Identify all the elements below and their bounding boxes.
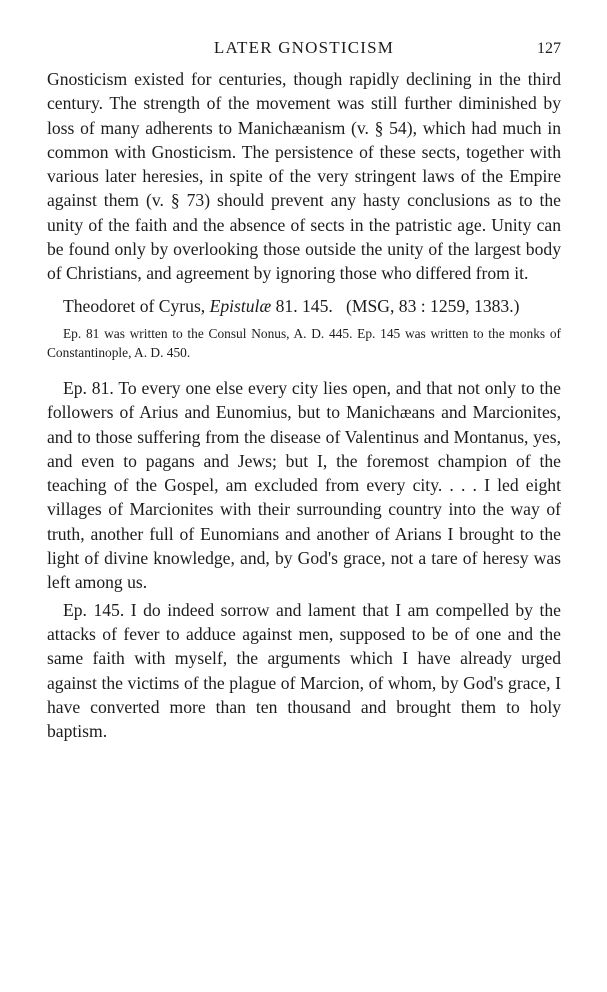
- running-title: LATER GNOSTICISM: [213, 38, 395, 57]
- source-work: Epistulæ: [209, 295, 272, 316]
- source-citation: (MSG, 83 : 1259, 1383.): [345, 295, 520, 316]
- running-head: [47, 36, 561, 62]
- source-refs: 81. 145.: [275, 295, 333, 316]
- introductory-note: Ep. 81 was written to the Consul Nonus, A. D. 445. Ep. 145 was written to the monks of Constantinople, A. D. 450.: [47, 325, 561, 360]
- page-number: 127: [537, 40, 561, 57]
- letter-ep-81: Ep. 81. To every one else every city lies open, and that not only to the followers of Arius and Eunomius, but to Manichæans and Marcionites, and to those suffering from the disease of Valentinus and Montanus, yes, and even to pagans and Jews; but I, the foremost champion of the teaching of the Gospel, am excluded from every city. . . . I led eight villages of Marcionites with their surrounding country into the way of truth, another full of Eunomians and another of Arians I brought to the light of divine knowledge, and, by God's grace, not a tare of heresy was left among us.: [47, 377, 561, 593]
- book-page: [47, 36, 561, 743]
- source-author: Theodoret of Cyrus,: [63, 295, 206, 316]
- source-heading: [47, 294, 561, 318]
- continuation-paragraph: Gnosticism existed for centuries, though rapidly declining in the third century. The strength of the movement was still further diminished by loss of many adherents to Manichæanism (v. § 54), which had much in common with Gnosticism. The persistence of these sects, together with various later heresies, in spite of the very stringent laws of the Empire against them (v. § 73) should prevent any hasty conclusions as to the unity of the faith and the absence of sects in the patristic age. Unity can be found only by overlooking those outside the unity of the largest body of Christians, and agreement by ignoring those who differed from it.: [47, 69, 561, 284]
- letter-ep-145: Ep. 145. I do indeed sorrow and lament that I am compelled by the attacks of fever to adduce against men, supposed to be of one and the same faith with myself, the arguments which I have already urged against the victims of the plague of Marcion, of whom, by God's grace, I have converted more than ten thousand and brought them to holy baptism.: [47, 599, 561, 742]
